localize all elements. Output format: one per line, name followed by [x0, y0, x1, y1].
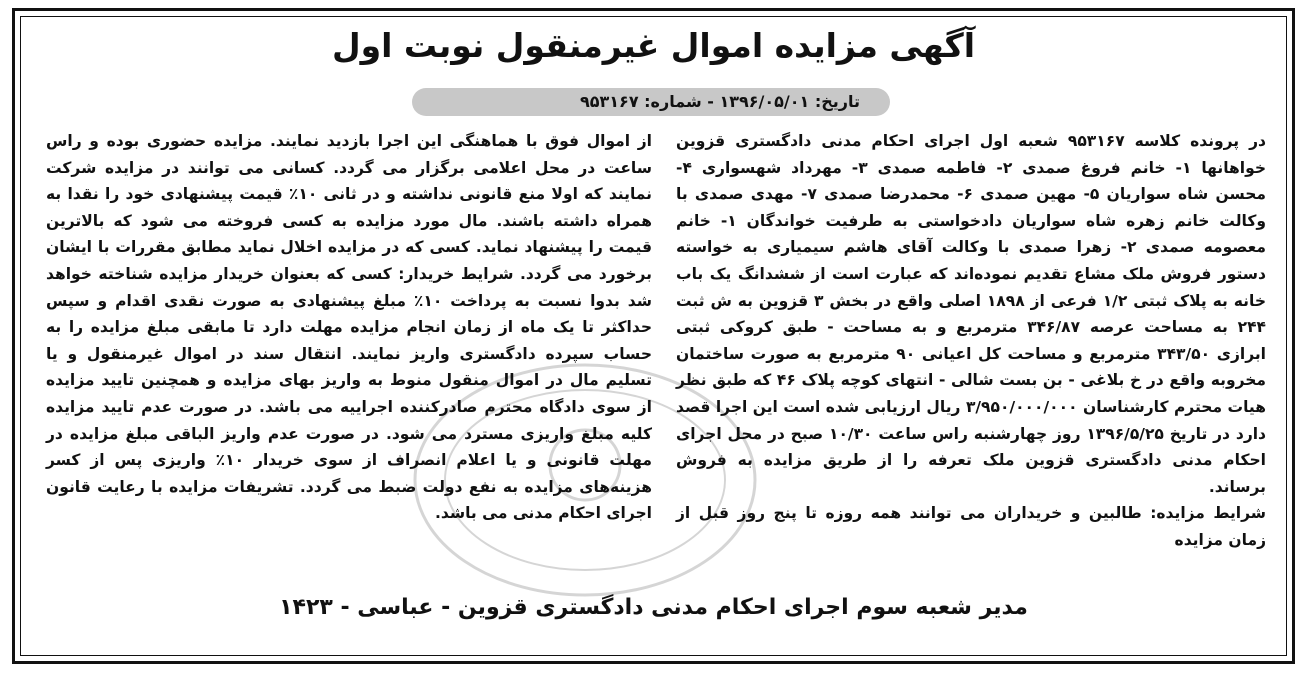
page-title: آگهی مزایده اموال غیرمنقول نوبت اول	[331, 26, 976, 65]
right-text-column	[676, 128, 1266, 554]
left-column-body: از اموال فوق با هماهنگی این اجرا بازدید نمایند. مزایده حضوری بوده و راس ساعت در محل اعلامی برگزار می گردد. کسانی می توانند در مزایده شرکت نمایند که اولا منع قانونی نداشته و در ثانی ۱۰٪ قیمت پیشنهادی خود را نقدا به همراه داشته باشند. مال مورد مزایده به کسی فروخته می شود که بالاترین قیمت را پیشنهاد نماید. کسی که در مزایده اخلال نماید مطابق مقررات با ایشان برخورد می گردد. شرایط خریدار: کسی که بعنوان خریدار مزایده شناخته خواهد شد بدوا نسبت به پرداخت ۱۰٪ مبلغ پیشنهادی به صورت نقدی اقدام و سپس حداکثر تا یک ماه از زمان انجام مزایده مهلت دارد تا مابقی مبلغ مزایده را به حساب سپرده دادگستری واریز نمایند. انتقال سند در اموال غیرمنقول و یا تسلیم مال در اموال منقول منوط به واریز بهای مزایده و همچنین تایید مزایده از سوی دادگاه محترم صادرکننده اجراییه می باشد. در صورت عدم تایید مزایده کلیه مبلغ واریزی مسترد می شود. در صورت عدم واریز الباقی مبلغ مزایده در مهلت قانونی و یا اعلام انصراف از سوی خریدار ۱۰٪ واریزی پس از کسر هزینه‌های مزایده به نفع دولت ضبط می گردد. تشریفات مزایده با رعایت قانون اجرای احکام مدنی می باشد.	[46, 132, 652, 523]
date-number-bar: تاریخ: ۱۳۹۶/۰۵/۰۱ - شماره: ۹۵۳۱۶۷	[412, 88, 890, 116]
left-text-column	[46, 128, 652, 527]
auction-conditions-intro: شرایط مزایده: طالبین و خریداران می توانند همه روزه تا پنج روز قبل از زمان مزایده	[676, 504, 1266, 549]
right-column-body: در پرونده کلاسه ۹۵۳۱۶۷ شعبه اول اجرای احکام مدنی دادگستری قزوین خواهانها ۱- خانم فروغ صمدی ۲- فاطمه صمدی ۳- مهرداد شهسواری ۴- محسن شاه سواریان ۵- مهین صمدی ۶- محمدرضا صمدی ۷- مهدی صمدی با وکالت خانم زهره شاه سواریان دادخواستی به طرفیت خواندگان ۱- خانم معصومه صمدی ۲- زهرا صمدی با وکالت آقای هاشم سیمیاری به خواسته دستور فروش ملک مشاع تقدیم نموده‌اند که عبارت است از ششدانگ یک باب خانه به پلاک ثبتی ۱/۲ فرعی از ۱۸۹۸ اصلی واقع در بخش ۳ قزوین به ش ثبت ۲۴۴ به مساحت عرصه ۳۴۶/۸۷ مترمربع و به مساحت - طبق کروکی ثبتی ابرازی ۳۴۳/۵۰ مترمربع و مساحت کل اعیانی ۹۰ مترمربع به صورت ساختمان مخروبه واقع در خ بلاغی - بن بست شالی - انتهای کوچه پلاک ۴۶ که طبق نظر هیات محترم کارشناسان ۳/۹۵۰/۰۰۰/۰۰۰ ریال ارزیابی شده است این اجرا قصد دارد در تاریخ ۱۳۹۶/۵/۲۵ روز چهارشنبه راس ساعت ۱۰/۳۰ صبح در محل اجرای احکام مدنی دادگستری قزوین ملک تعرفه را از طریق مزایده به فروش برساند.	[676, 132, 1267, 496]
signature-footer: مدیر شعبه سوم اجرای احکام مدنی دادگستری قزوین - عباسی - ۱۴۲۳	[279, 595, 1028, 620]
